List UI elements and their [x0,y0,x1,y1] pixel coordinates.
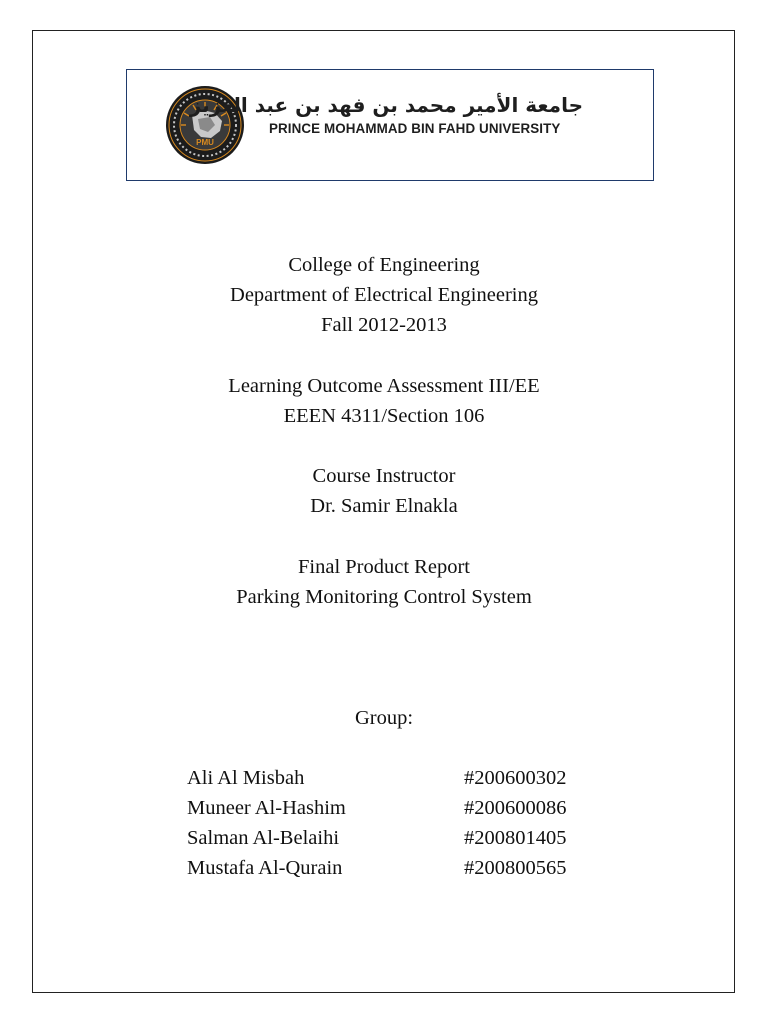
report-type: Final Product Report [298,556,470,578]
member-name: Mustafa Al-Qurain [187,857,343,879]
member-name: Muneer Al-Hashim [187,797,346,819]
department-name: Department of Electrical Engineering [230,284,538,306]
college-name: College of Engineering [288,254,480,276]
member-name: Salman Al-Belaihi [187,827,340,849]
member-id: #200600086 [464,797,567,819]
svg-text:PMU: PMU [196,138,214,147]
instructor-heading: Course Instructor [312,465,456,487]
group-heading: Group: [354,707,414,729]
member-id: #200801405 [464,827,567,849]
report-title: Parking Monitoring Control System [236,586,532,608]
university-name-english: PRINCE MOHAMMAD BIN FAHD UNIVERSITY [269,121,561,136]
assessment-title: Learning Outcome Assessment III/EE [228,375,540,397]
course-code-section: EEEN 4311/Section 106 [283,405,485,427]
academic-term: Fall 2012-2013 [321,314,447,336]
member-id: #200600302 [464,767,567,789]
instructor-name: Dr. Samir Elnakla [310,495,458,517]
member-name: Ali Al Misbah [187,767,305,789]
member-id: #200800565 [464,857,567,879]
university-name-arabic: جامعة الأمير محمد بن فهد بن عبد العزيز [189,93,583,117]
university-banner [126,69,654,181]
